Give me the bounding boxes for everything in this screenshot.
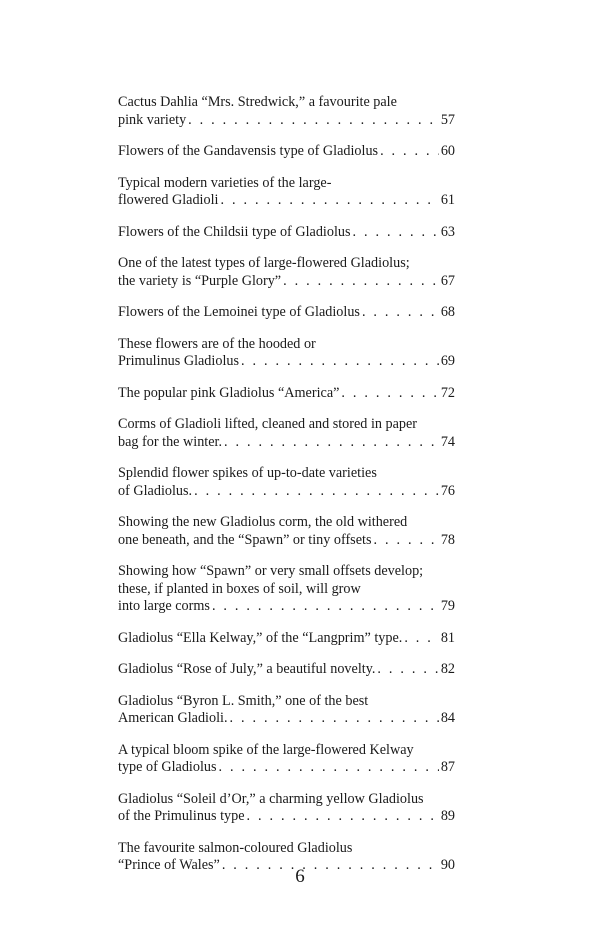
- entry-page-number: 72: [440, 384, 455, 401]
- entry-caption-line: of the Primulinus type: [118, 808, 245, 824]
- entry-caption-line: flowered Gladioli: [118, 192, 219, 208]
- toc-entry: [118, 791, 455, 826]
- toc-entry: [118, 94, 455, 129]
- dot-leader: [219, 759, 439, 777]
- entry-page-number: 68: [440, 304, 455, 320]
- entry-caption-last-line: [118, 353, 455, 371]
- entry-caption-line: Cactus Dahlia “Mrs. Stredwick,” a favourite pale: [118, 94, 397, 110]
- dot-leader: [212, 598, 439, 616]
- entry-caption-line: Primulinus Gladiolus: [118, 353, 239, 369]
- entry-page-number: 63: [440, 223, 455, 240]
- entry-caption-line: “Prince of Wales”: [118, 857, 220, 873]
- dot-leader: [377, 661, 438, 679]
- dot-leader: [224, 434, 439, 452]
- entry-page-number: 67: [440, 272, 455, 289]
- entry-caption-last-line: [118, 112, 455, 130]
- entry-page-number: 81: [440, 629, 455, 646]
- dot-leader: [362, 304, 439, 322]
- list-of-illustrations: [118, 94, 455, 889]
- dot-leader: [220, 192, 438, 210]
- entry-page-number: 69: [440, 353, 455, 369]
- toc-entry: [118, 416, 455, 451]
- entry-caption-line: pink variety: [118, 111, 187, 128]
- entry-page-number: 84: [440, 710, 455, 726]
- entry-caption-line: into large corms: [118, 598, 210, 614]
- entry-page-number: 78: [440, 531, 455, 548]
- entry-page-number: 79: [440, 598, 455, 614]
- entry-caption-line: Gladiolus “Byron L. Smith,” one of the best: [118, 692, 369, 709]
- entry-page-number: 76: [440, 482, 455, 499]
- entry-caption-line: Splendid flower spikes of up-to-date varieties: [118, 465, 377, 481]
- entry-page-number: 74: [440, 433, 455, 450]
- entry-caption-line: American Gladioli.: [118, 710, 228, 726]
- dot-leader: [341, 385, 438, 403]
- toc-entry: [118, 742, 455, 777]
- entry-page-number: 82: [440, 661, 455, 677]
- page-number: 6: [295, 866, 305, 887]
- entry-caption-last-line: [118, 192, 455, 210]
- entry-caption-line: Gladiolus “Soleil d’Or,” a charming yellow Gladiolus: [118, 790, 424, 807]
- entry-caption-line: Flowers of the Lemoinei type of Gladiolus: [118, 304, 360, 320]
- entry-page-number: 87: [440, 759, 455, 775]
- toc-entry: [118, 175, 455, 210]
- entry-caption-line: Showing how “Spawn” or very small offsets develop;: [118, 563, 424, 579]
- entry-page-number: 61: [440, 192, 455, 208]
- toc-entry: [118, 336, 455, 371]
- entry-caption-line: The favourite salmon-coloured Gladiolus: [118, 839, 353, 856]
- entry-caption-line: one beneath, and the “Spawn” or tiny offsets: [118, 531, 372, 548]
- dot-leader: [241, 353, 439, 371]
- entry-caption-line: bag for the winter.: [118, 433, 223, 450]
- entry-page-number: 57: [440, 111, 455, 128]
- entry-caption-last-line: [118, 808, 455, 826]
- dot-leader: [373, 532, 438, 550]
- toc-entry: [118, 224, 455, 242]
- entry-page-number: 60: [440, 143, 455, 159]
- entry-caption-line: The popular pink Gladiolus “America”: [118, 384, 340, 401]
- dot-leader: [283, 273, 439, 291]
- entry-caption-line: Gladiolus “Ella Kelway,” of the “Langprim” type.: [118, 629, 403, 646]
- toc-entry: [118, 304, 455, 322]
- entry-page-number: 89: [440, 808, 455, 824]
- entry-caption-line: Showing the new Gladiolus corm, the old withered: [118, 514, 408, 530]
- entry-caption-line: the variety is “Purple Glory”: [118, 272, 282, 289]
- entry-caption-last-line: [118, 630, 455, 648]
- toc-entry: [118, 385, 455, 403]
- entry-caption-line: These flowers are of the hooded or: [118, 335, 316, 352]
- entry-caption-line: these, if planted in boxes of soil, will grow: [118, 580, 361, 597]
- entry-caption-line: One of the latest types of large-flowered Gladiolus;: [118, 255, 410, 271]
- toc-entry: [118, 465, 455, 500]
- dot-leader: [188, 112, 439, 130]
- dot-leader: [380, 143, 439, 161]
- entry-caption-line: of Gladiolus.: [118, 482, 193, 499]
- dot-leader: [404, 630, 439, 648]
- entry-caption-line: Flowers of the Childsii type of Gladiolus: [118, 223, 351, 240]
- entry-caption-last-line: [118, 759, 455, 777]
- entry-caption-last-line: [118, 304, 455, 322]
- dot-leader: [230, 710, 439, 728]
- toc-entry: [118, 143, 455, 161]
- entry-caption-last-line: [118, 224, 455, 242]
- dot-leader: [194, 483, 439, 501]
- entry-caption-last-line: [118, 661, 455, 679]
- toc-entry: [118, 630, 455, 648]
- entry-caption-last-line: [118, 598, 455, 616]
- entry-caption-line: Gladiolus “Rose of July,” a beautiful novelty.: [118, 661, 376, 677]
- entry-caption-line: type of Gladiolus: [118, 759, 217, 775]
- entry-caption-line: Corms of Gladioli lifted, cleaned and stored in paper: [118, 416, 418, 432]
- entry-caption-last-line: [118, 434, 455, 452]
- dot-leader: [247, 808, 439, 826]
- entry-caption-line: Typical modern varieties of the large-: [118, 174, 332, 191]
- entry-caption-last-line: [118, 483, 455, 501]
- entry-caption-line: Flowers of the Gandavensis type of Gladiolus: [118, 143, 379, 159]
- entry-page-number: 90: [440, 857, 455, 873]
- entry-caption-last-line: [118, 710, 455, 728]
- entry-caption-line: A typical bloom spike of the large-flowered Kelway: [118, 741, 414, 758]
- entry-caption-last-line: [118, 532, 455, 550]
- entry-caption-last-line: [118, 143, 455, 161]
- dot-leader: [353, 224, 439, 242]
- toc-entry: [118, 661, 455, 679]
- toc-entry: [118, 693, 455, 728]
- toc-entry: [118, 255, 455, 290]
- toc-entry: [118, 514, 455, 549]
- entry-caption-last-line: [118, 273, 455, 291]
- entry-caption-last-line: [118, 385, 455, 403]
- toc-entry: [118, 563, 455, 616]
